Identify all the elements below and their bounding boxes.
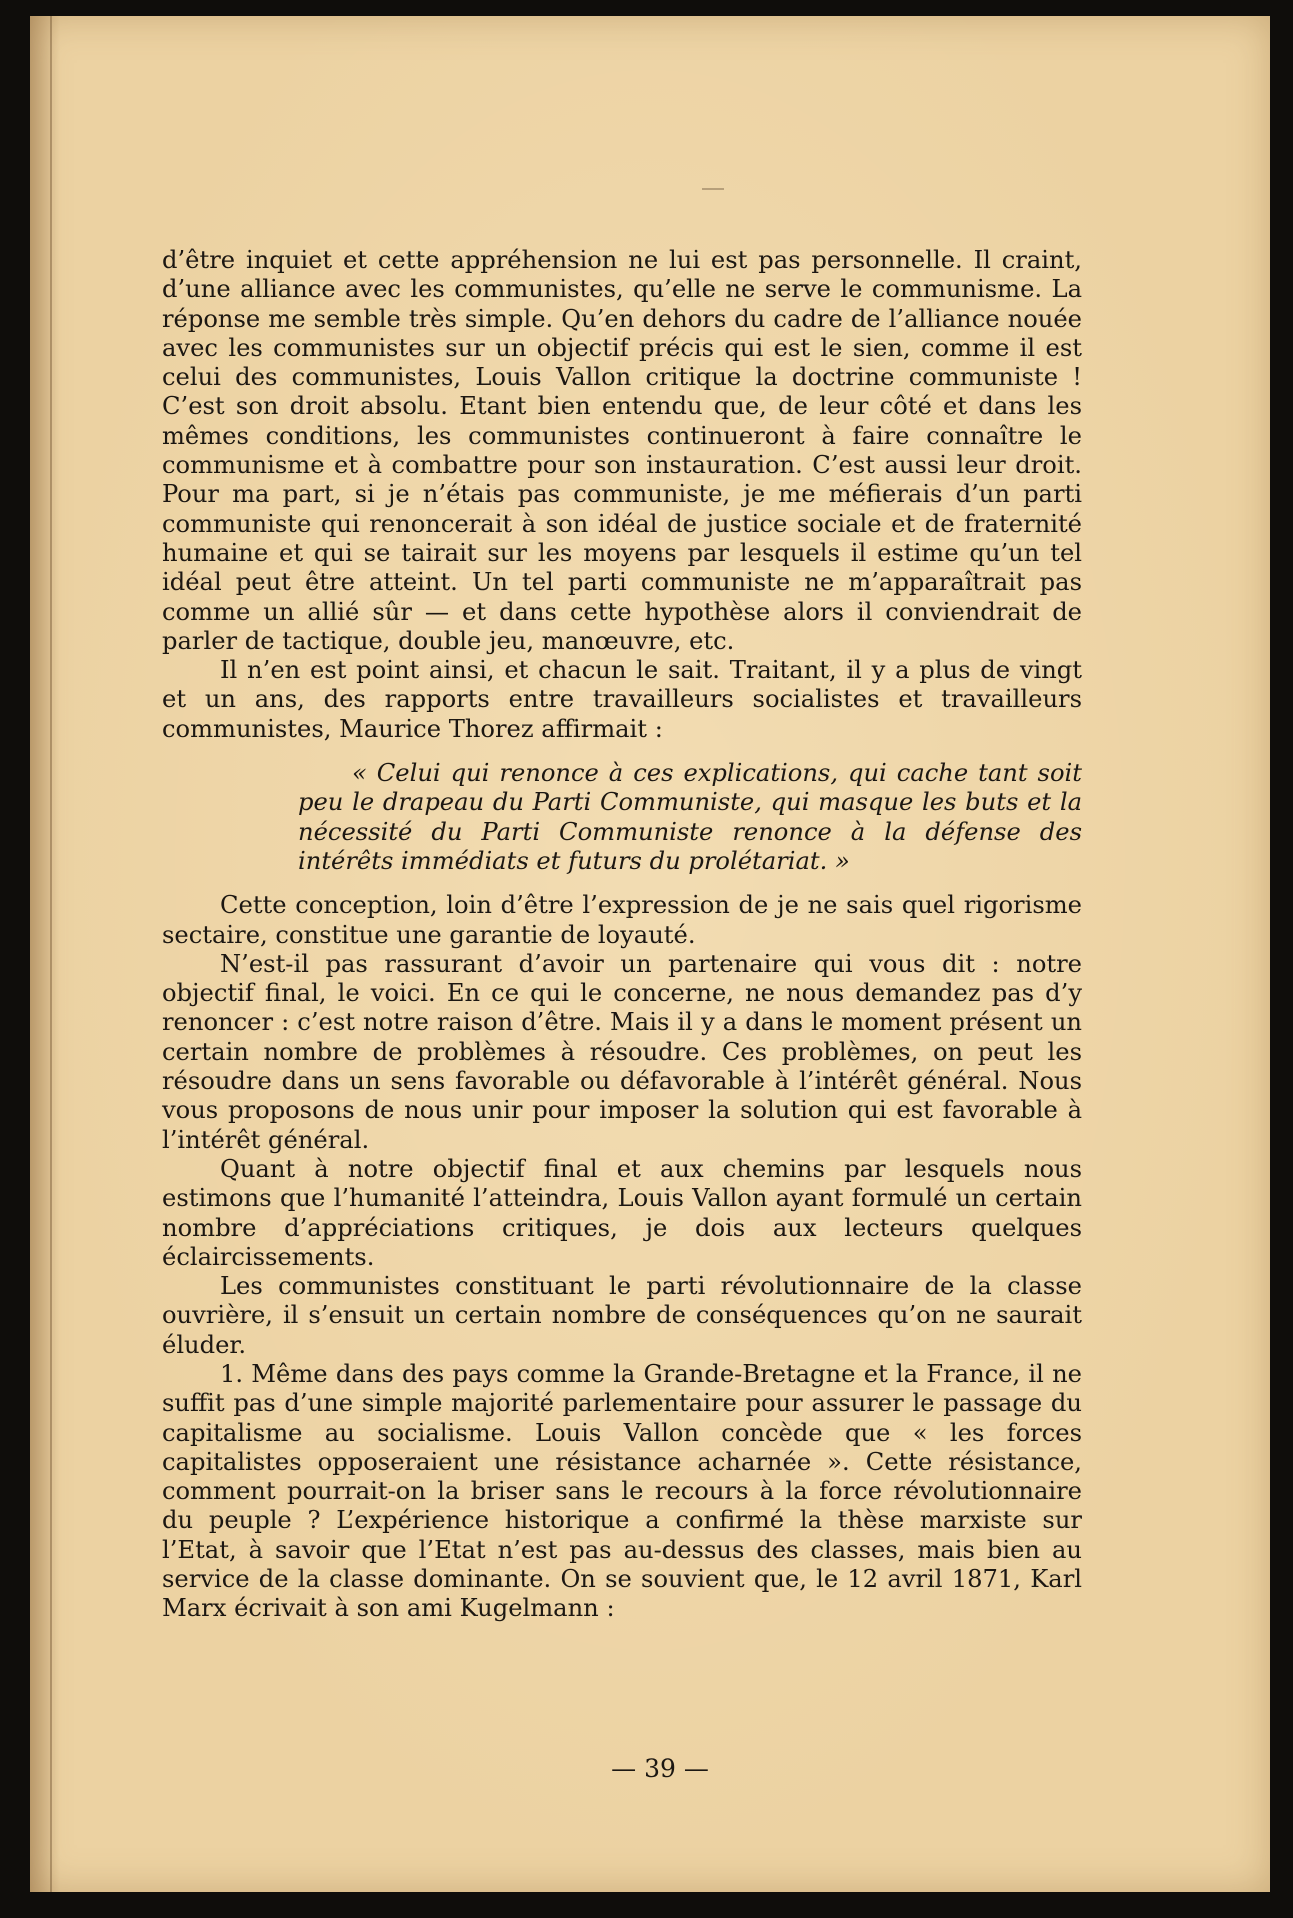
quotation: « Celui qui renonce à ces explications, qui cache tant soit peu le drapeau du Parti Communiste, qui masque les buts et la nécessité du Parti Communiste renonce à la défense des intérêts immédiats et futurs du prolétariat. »	[298, 759, 1082, 875]
body-text	[162, 246, 1082, 1624]
paragraph: Cette conception, loin d’être l’expression de je ne sais quel rigorisme sectaire, constitue une garantie de loyauté.	[162, 891, 1082, 949]
paragraph: 1. Même dans des pays comme la Grande-Bretagne et la France, il ne suffit pas d’une simple majorité parlementaire pour assurer le passage du capitalisme au socialisme. Louis Vallon concède que « les forces capitalistes opposeraient une résistance acharnée ». Cette résistance, comment pourrait-on la briser sans le recours à la force révolutionnaire du peuple ? L’expérience historique a confirmé la thèse marxiste sur l’Etat, à savoir que l’Etat n’est pas au-dessus des classes, mais bien au service de la classe dominante. On se souvient que, le 12 avril 1871, Karl Marx écrivait à son ami Kugelmann :	[162, 1359, 1082, 1623]
paragraph: Les communistes constituant le parti révolutionnaire de la classe ouvrière, il s’ensuit un certain nombre de conséquences qu’on ne saurait éluder.	[162, 1272, 1082, 1359]
book-page	[30, 16, 1270, 1892]
paragraph: Il n’en est point ainsi, et chacun le sait. Traitant, il y a plus de vingt et un ans, des rapports entre travailleurs socialistes et travailleurs communistes, Maurice Thorez affirmait :	[162, 656, 1082, 743]
header-mark	[702, 188, 724, 190]
binding-gutter	[50, 16, 52, 1892]
paragraph: d’être inquiet et cette appréhension ne lui est pas personnelle. Il craint, d’une alliance avec les communistes, qu’elle ne serve le communisme. La réponse me semble très simple. Qu’en dehors du cadre de l’alliance nouée avec les communistes sur un objectif précis qui est le sien, comme il est celui des communistes, Louis Vallon critique la doctrine communiste ! C’est son droit absolu. Etant bien entendu que, de leur côté et dans les mêmes conditions, les communistes continueront à faire connaître le communisme et à combattre pour son instauration. C’est aussi leur droit. Pour ma part, si je n’étais pas communiste, je me méfierais d’un parti communiste qui renoncerait à son idéal de justice sociale et de fraternité humaine et qui se tairait sur les moyens par lesquels il estime qu’un tel idéal peut être atteint. Un tel parti communiste ne m’apparaîtrait pas comme un allié sûr — et dans cette hypothèse alors il conviendrait de parler de tactique, double jeu, manœuvre, etc.	[162, 246, 1082, 655]
paragraph: Quant à notre objectif final et aux chemins par lesquels nous estimons que l’humanité l’atteindra, Louis Vallon ayant formulé un certain nombre d’appréciations critiques, je dois aux lecteurs quelques éclaircissements.	[162, 1154, 1082, 1271]
paragraph: N’est-il pas rassurant d’avoir un partenaire qui vous dit : notre objectif final, le voici. En ce qui le concerne, ne nous demandez pas d’y renoncer : c’est notre raison d’être. Mais il y a dans le moment présent un certain nombre de problèmes à résoudre. Ces problèmes, on peut les résoudre dans un sens favorable ou défavorable à l’intérêt général. Nous vous proposons de nous unir pour imposer la solution qui est favorable à l’intérêt général.	[162, 949, 1082, 1154]
page-number: — 39 —	[611, 1754, 709, 1783]
